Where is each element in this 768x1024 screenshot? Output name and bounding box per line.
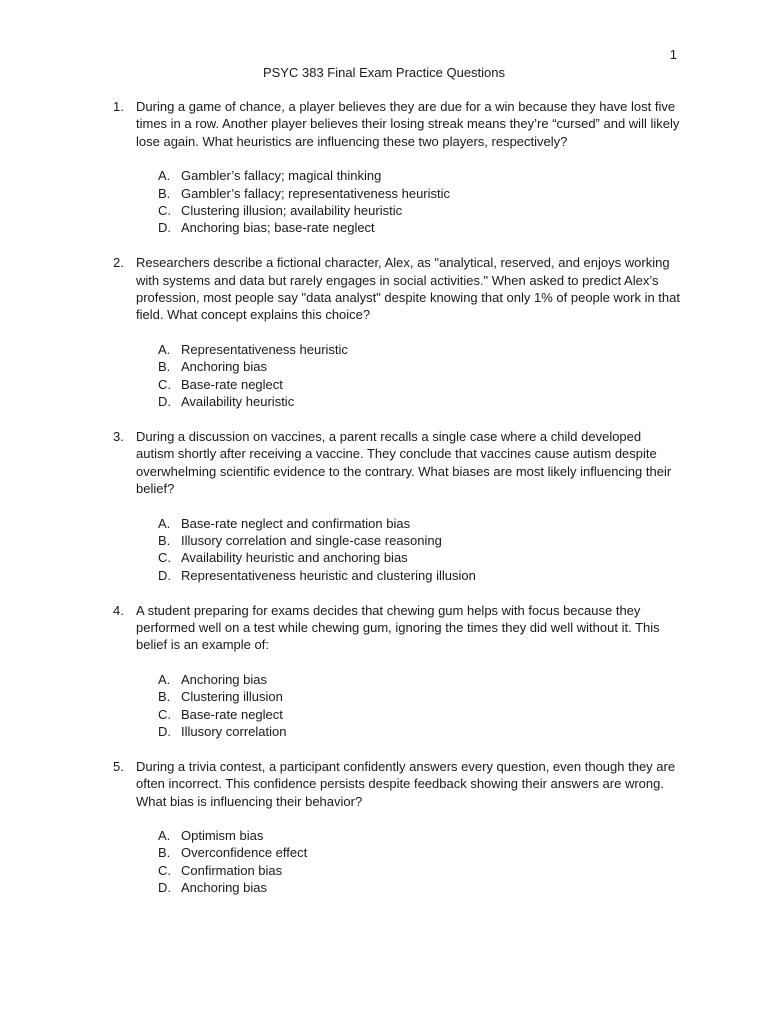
option-letter: A.: [158, 341, 171, 357]
question-block: [113, 602, 683, 741]
option-letter: C.: [158, 550, 171, 566]
option-text: Gambler’s fallacy; magical thinking: [181, 168, 382, 184]
question-text: During a trivia contest, a participant confidently answers every question, even though they are often incorrect. This confidence persists despite feedback showing their answers are wrong. What bias is influencing their behavior?: [136, 758, 676, 809]
question-number: 3.: [113, 428, 124, 444]
question-block: [113, 98, 683, 237]
option-letter: D.: [158, 723, 171, 739]
option-text: Base-rate neglect: [181, 376, 283, 392]
option-letter: B.: [158, 359, 171, 375]
answer-option: [158, 844, 683, 861]
option-letter: B.: [158, 689, 171, 705]
option-letter: D.: [158, 567, 171, 583]
question: [113, 602, 683, 654]
question-text: Researchers describe a fictional character, Alex, as "analytical, reserved, and enjoys working with systems and data but rarely engages in social activities." When asked to predict Alex’s profession, most people say "data analyst" despite knowing that only 1% of people work in that field. What concept explains this choice?: [136, 255, 680, 323]
question: [113, 428, 683, 498]
answer-option: [158, 393, 683, 410]
document-title: PSYC 383 Final Exam Practice Questions: [262, 65, 506, 80]
question: [113, 758, 683, 810]
question-block: [113, 758, 683, 897]
answer-option: [158, 358, 683, 375]
question-number: 5.: [113, 758, 124, 774]
question: [113, 254, 683, 324]
answer-option: [158, 879, 683, 896]
answer-option: [158, 549, 683, 566]
option-text: Representativeness heuristic: [181, 341, 348, 357]
question-number: 2.: [113, 255, 124, 271]
option-letter: C.: [158, 862, 171, 878]
question-block: [113, 254, 683, 410]
answer-option: [158, 723, 683, 740]
question-number: 1.: [113, 99, 124, 114]
question: [113, 98, 683, 150]
answer-option: [158, 827, 683, 844]
option-letter: D.: [158, 220, 171, 236]
answer-option: [158, 202, 683, 219]
option-text: Optimism bias: [181, 827, 264, 843]
option-text: Confirmation bias: [181, 862, 283, 878]
answer-option: [158, 167, 683, 184]
option-text: Anchoring bias: [181, 880, 267, 896]
answer-option: [158, 515, 683, 532]
question-block: [113, 428, 683, 584]
answer-option: [158, 706, 683, 723]
page-number: 1: [669, 47, 677, 62]
option-letter: D.: [158, 394, 171, 410]
option-letter: A.: [158, 515, 171, 531]
option-text: Availability heuristic: [181, 394, 295, 410]
question-text: During a discussion on vaccines, a parent recalls a single case where a child developed autism shortly after receiving a vaccine. They conclude that vaccines cause autism despite overwhelming scientific evidence to the contrary. What biases are most likely influencing their belief?: [136, 428, 672, 497]
option-letter: B.: [158, 845, 171, 861]
option-text: Overconfidence effect: [181, 845, 308, 861]
option-letter: A.: [158, 827, 171, 843]
answer-option: [158, 567, 683, 584]
option-text: Illusory correlation and single-case reasoning: [181, 532, 442, 548]
option-text: Clustering illusion: [181, 689, 283, 705]
option-text: Base-rate neglect and confirmation bias: [181, 515, 411, 531]
option-letter: C.: [158, 376, 171, 392]
option-letter: B.: [158, 185, 171, 201]
option-text: Representativeness heuristic and clustering illusion: [181, 567, 476, 583]
option-text: Anchoring bias; base-rate neglect: [181, 220, 375, 236]
option-text: Anchoring bias: [181, 359, 267, 375]
question-text: A student preparing for exams decides that chewing gum helps with focus because they performed well on a test while chewing gum, ignoring the times they did well without it. This belief is an example of:: [136, 602, 660, 653]
option-letter: D.: [158, 880, 171, 896]
option-text: Base-rate neglect: [181, 706, 283, 722]
option-letter: C.: [158, 203, 171, 219]
answer-option: [158, 219, 683, 236]
question-list: [113, 98, 683, 914]
answer-option: [158, 671, 683, 688]
answer-options: [158, 167, 683, 237]
answer-option: [158, 688, 683, 705]
question-number: 4.: [113, 602, 124, 618]
option-text: Clustering illusion; availability heuristic: [181, 203, 403, 219]
answer-options: [158, 827, 683, 897]
question-text: During a game of chance, a player believes they are due for a win because they have lost five times in a row. Another player believes their losing streak means they’re “cursed” and will likely lose again. What heuristics are influencing these two players, respectively?: [136, 99, 680, 149]
option-text: Availability heuristic and anchoring bias: [181, 550, 408, 566]
answer-options: [158, 671, 683, 741]
answer-option: [158, 185, 683, 202]
option-letter: B.: [158, 532, 171, 548]
option-letter: A.: [158, 671, 171, 687]
answer-option: [158, 532, 683, 549]
answer-options: [158, 341, 683, 411]
answer-option: [158, 376, 683, 393]
option-text: Gambler’s fallacy; representativeness heuristic: [181, 185, 451, 201]
answer-option: [158, 341, 683, 358]
option-text: Anchoring bias: [181, 671, 267, 687]
answer-option: [158, 862, 683, 879]
option-letter: C.: [158, 706, 171, 722]
option-letter: A.: [158, 168, 171, 184]
option-text: Illusory correlation: [181, 723, 287, 739]
answer-options: [158, 515, 683, 585]
